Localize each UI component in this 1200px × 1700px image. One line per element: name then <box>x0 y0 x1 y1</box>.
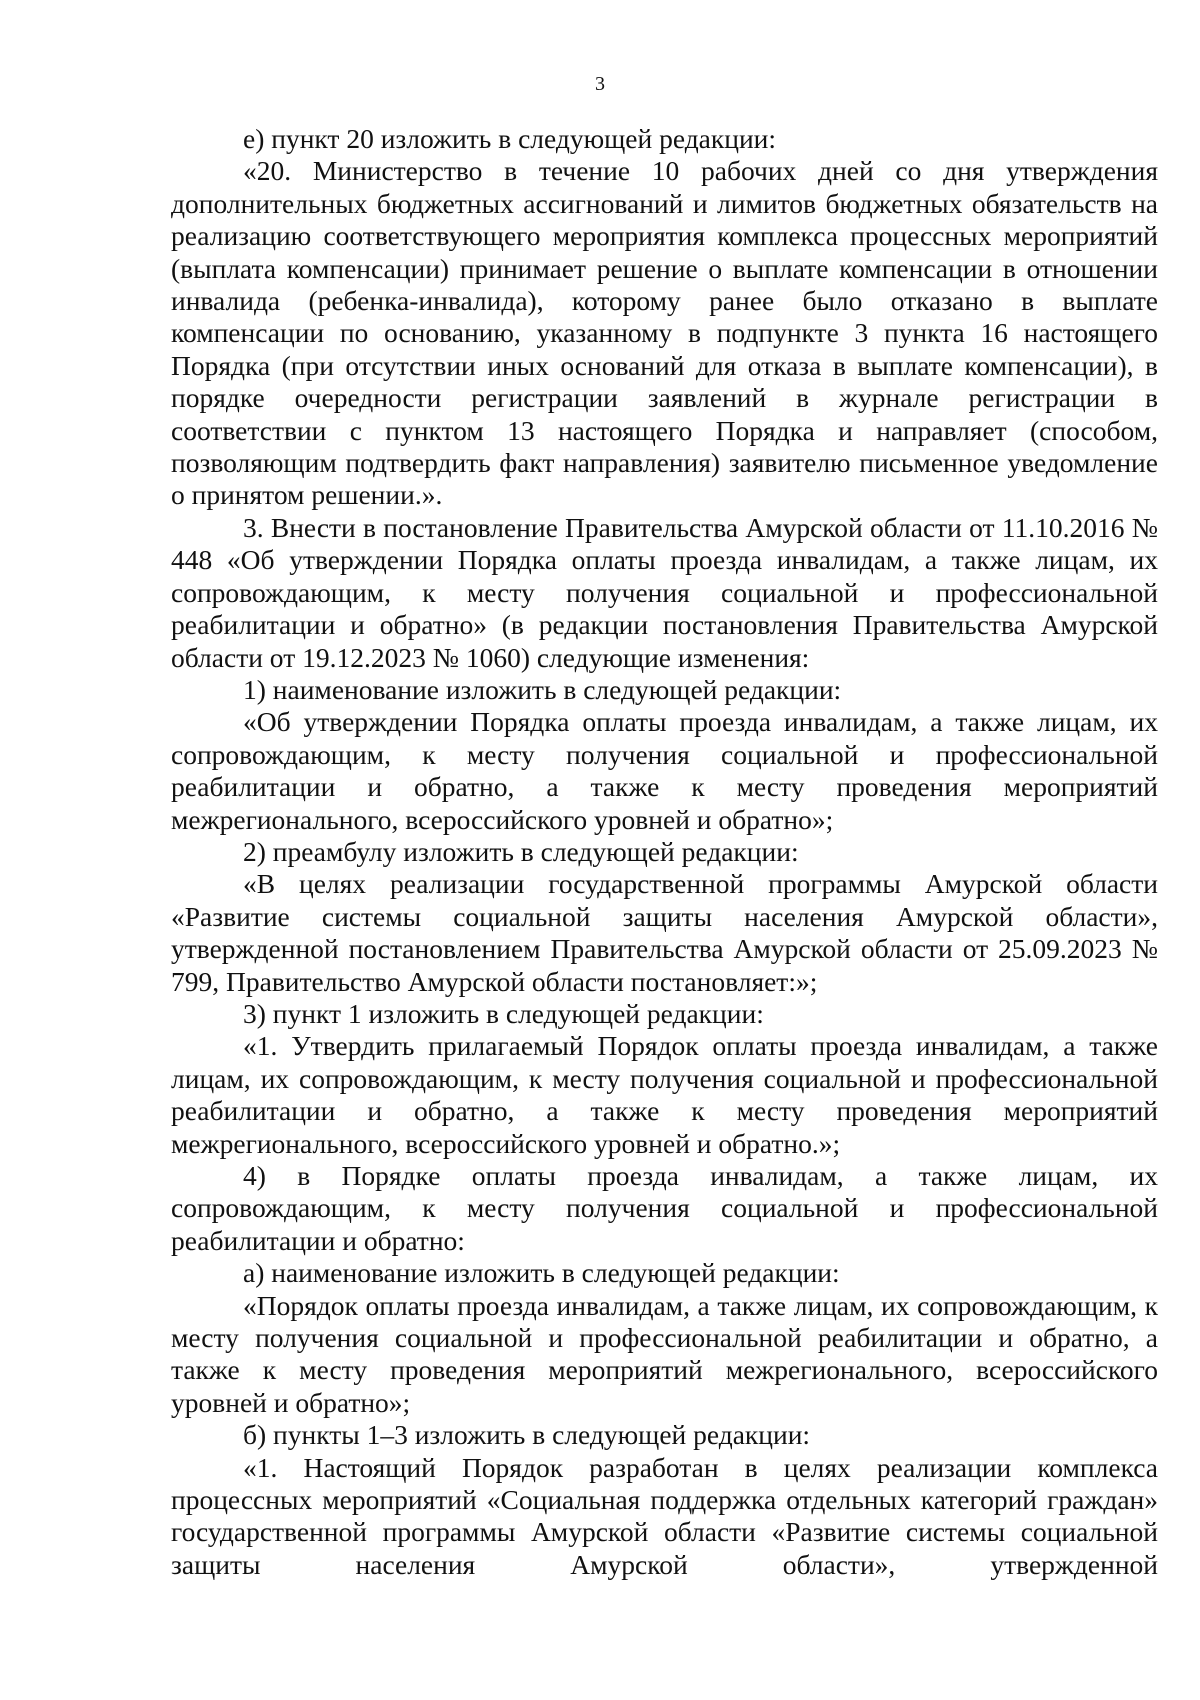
paragraph-preamble: «В целях реализации государственной программы Амурской области «Развитие системы социальной защиты населения Амурской области», утвержденной постановлением Правительства Амурской области от 25.09.2023 № 799, Правительство Амурской области постановляет:»; <box>171 868 1158 997</box>
paragraph-subitem-1: 1) наименование изложить в следующей редакции: <box>243 673 842 705</box>
paragraph-item-3: 3. Внести в постановление Правительства Амурской области от 11.10.2016 № 448 «Об утверждении Порядка оплаты проезда инвалидам, а также лицам, их сопровождающим, к месту получения социальной и профессиональной реабилитации и обратно» (в редакции постановления Правительства Амурской области от 19.12.2023 № 1060) следующие изменения: <box>171 511 1158 673</box>
paragraph-order-title: «Порядок оплаты проезда инвалидам, а также лицам, их сопровождающим, к месту получения социальной и профессиональной реабилитации и обратно, а также к месту проведения мероприятий межрегионального, всероссийского уровней и обратно»; <box>171 1289 1158 1418</box>
paragraph-new-title: «Об утверждении Порядка оплаты проезда инвалидам, а также лицам, их сопровождающим, к месту получения социальной и профессиональной реабилитации и обратно, а также к месту проведения мероприятий межрегионального, всероссийского уровней и обратно»; <box>171 706 1158 835</box>
paragraph-new-points-1-3: «1. Настоящий Порядок разработан в целях реализации комплекса процессных мероприятий «Социальная поддержка отдельных категорий граждан» государственной программы Амурской области «Развитие системы социальной защиты населения Амурской области», утвержденной <box>171 1451 1158 1580</box>
document-body <box>171 123 1158 1581</box>
paragraph-new-point-1: «1. Утвердить прилагаемый Порядок оплаты проезда инвалидам, а также лицам, их сопровождающим, к месту получения социальной и профессиональной реабилитации и обратно, а также к месту проведения мероприятий межрегионального, всероссийского уровней и обратно.»; <box>171 1030 1158 1159</box>
paragraph-subitem-b: б) пункты 1–3 изложить в следующей редакции: <box>243 1419 811 1451</box>
paragraph-subitem-2: 2) преамбулу изложить в следующей редакции: <box>243 835 799 867</box>
paragraph-subitem-4: 4) в Порядке оплаты проезда инвалидам, а также лицам, их сопровождающим, к месту получения социальной и профессиональной реабилитации и обратно: <box>171 1160 1158 1256</box>
paragraph-subitem-3: 3) пункт 1 изложить в следующей редакции: <box>243 997 764 1029</box>
paragraph-subitem-a: а) наименование изложить в следующей редакции: <box>243 1257 840 1289</box>
page-number: 3 <box>595 73 605 95</box>
paragraph-point-20: «20. Министерство в течение 10 рабочих дней со дня утверждения дополнительных бюджетных ассигнований и лимитов бюджетных обязательств на реализацию соответствующего мероприятия комплекса процессных мероприятий (выплата компенсации) принимает решение о выплате компенсации в отношении инвалида (ребенка-инвалида), которому ранее было отказано в выплате компенсации по основанию, указанному в подпункте 3 пункта 16 настоящего Порядка (при отсутствии иных оснований для отказа в выплате компенсации), в порядке очередности регистрации заявлений в журнале регистрации в соответствии с пунктом 13 настоящего Порядка и направляет (способом, позволяющим подтвердить факт направления) заявителю письменное уведомление о принятом решении.». <box>171 155 1158 511</box>
paragraph-amendment-e: е) пункт 20 изложить в следующей редакции: <box>243 123 777 154</box>
